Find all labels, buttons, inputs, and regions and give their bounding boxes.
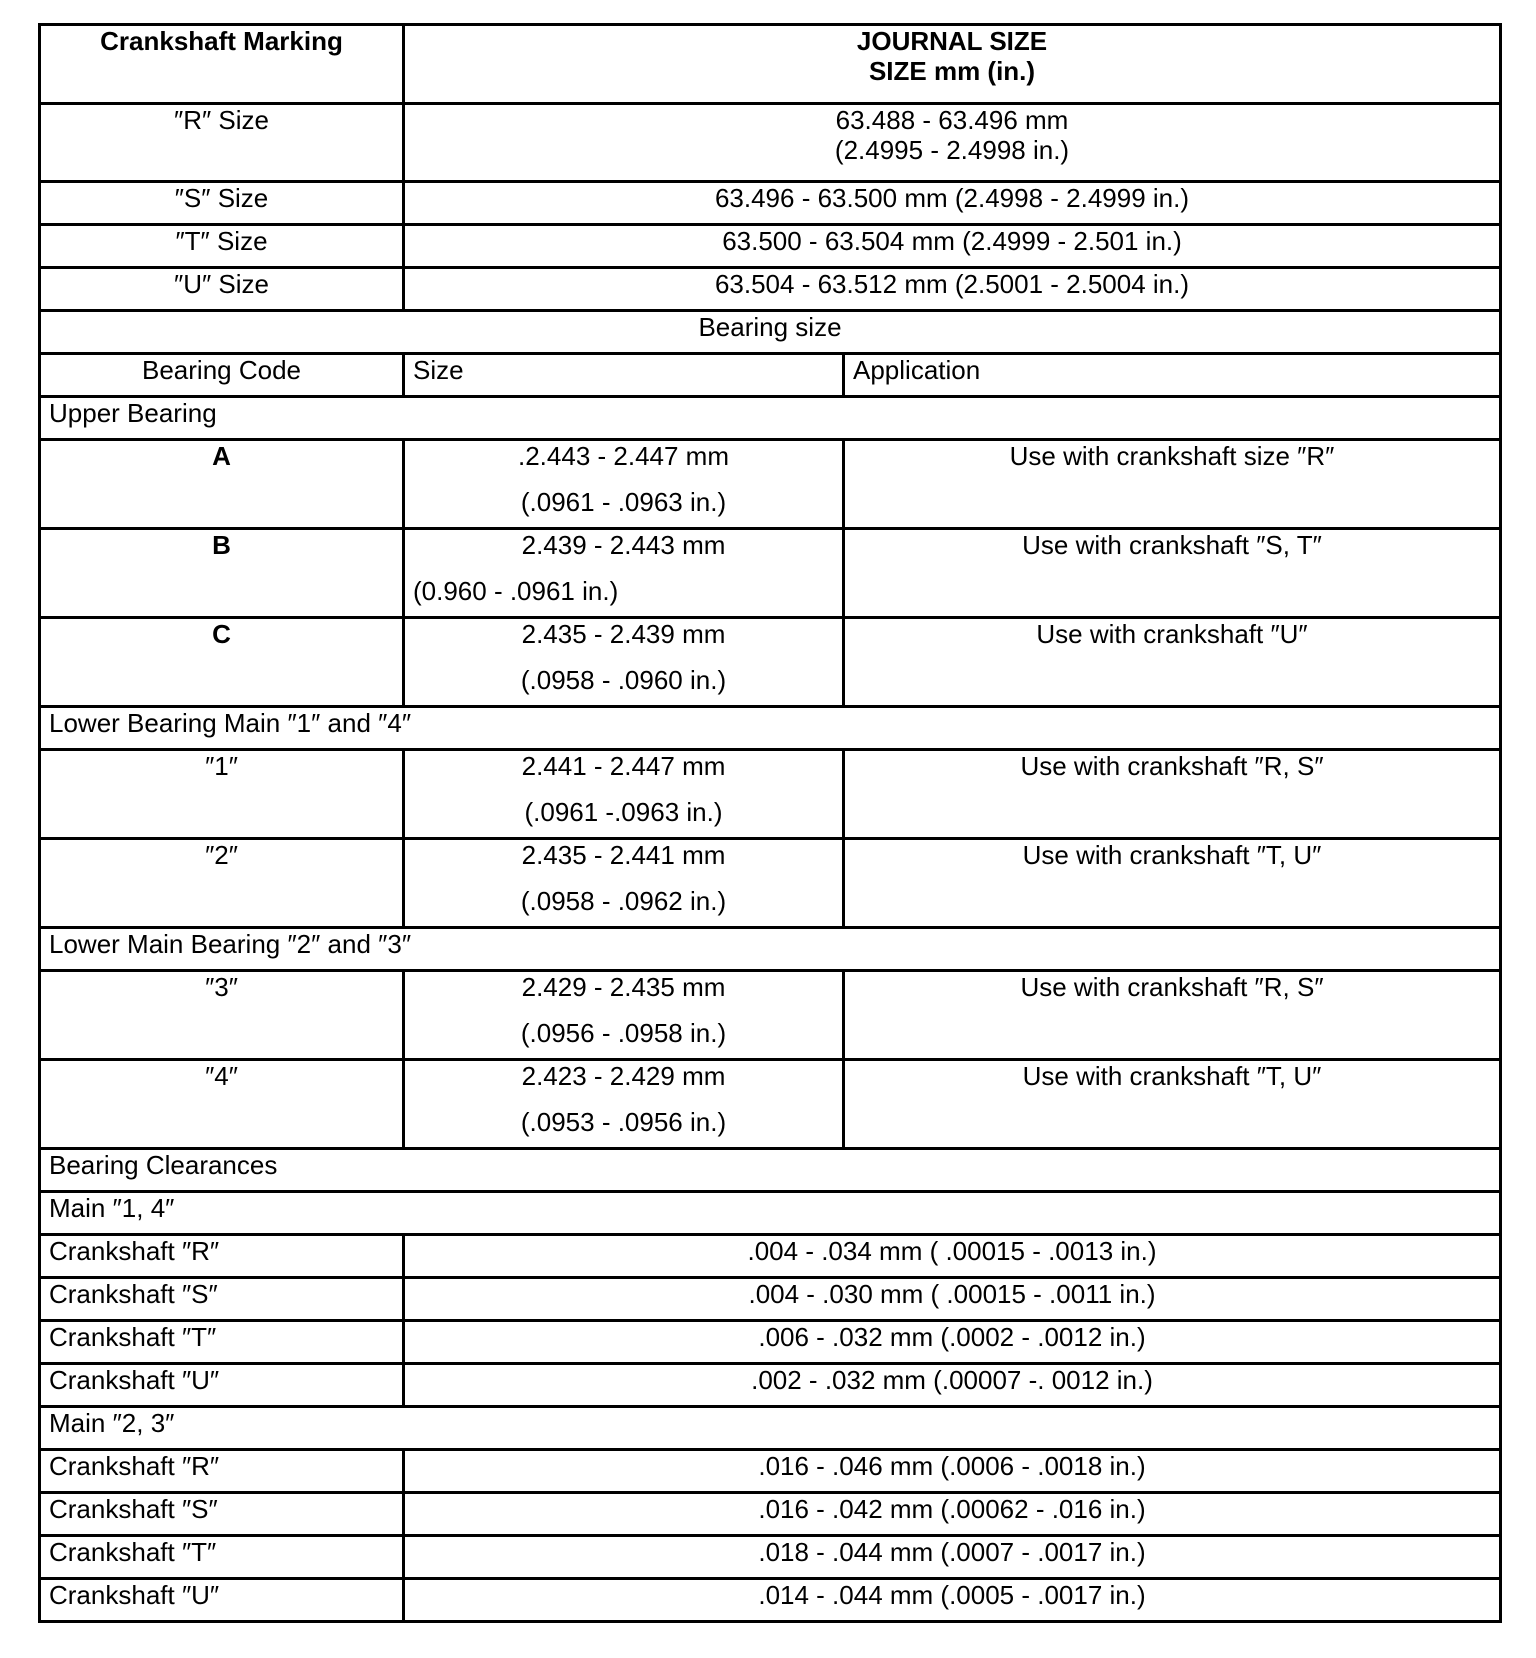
clearance-crankshaft: Crankshaft ″S″ [40, 1493, 404, 1536]
bearing-application: Use with crankshaft ″U″ [844, 618, 1501, 707]
bearing-row [40, 618, 1501, 707]
journal-size [404, 104, 1501, 182]
journal-size: 63.504 - 63.512 mm (2.5001 - 2.5004 in.) [404, 268, 1501, 311]
bearing-size-in: (.0956 - .0958 in.) [520, 1018, 727, 1048]
journal-marking: ″T″ Size [40, 225, 404, 268]
journal-marking: ″S″ Size [40, 182, 404, 225]
journal-marking: ″R″ Size [40, 104, 404, 182]
clearance-value: .018 - .044 mm (.0007 - .0017 in.) [404, 1536, 1501, 1579]
clearance-value: .016 - .042 mm (.00062 - .016 in.) [404, 1493, 1501, 1536]
bearing-application: Use with crankshaft ″R, S″ [844, 971, 1501, 1060]
bearing-size-in: (.0958 - .0962 in.) [520, 886, 727, 916]
bearing-code: A [40, 440, 404, 529]
bearing-size [404, 1060, 844, 1149]
header-journal-size-line2: SIZE mm (in.) [868, 56, 1036, 86]
bearing-size-mm: 2.423 - 2.429 mm [521, 1061, 726, 1091]
bearing-size-in: (.0953 - .0956 in.) [520, 1107, 727, 1137]
bearing-size-in: (.0961 -.0963 in.) [524, 797, 723, 827]
journal-row [40, 268, 1501, 311]
bearing-size [404, 750, 844, 839]
clearance-row [40, 1321, 1501, 1364]
bearing-size-mm: 2.435 - 2.439 mm [521, 619, 726, 649]
bearing-size-mm: 2.435 - 2.441 mm [521, 840, 726, 870]
bearing-code: B [40, 529, 404, 618]
upper-bearing-title: Upper Bearing [40, 397, 1501, 440]
clearance-row [40, 1364, 1501, 1407]
clearance-crankshaft: Crankshaft ″R″ [40, 1450, 404, 1493]
bearing-size [404, 529, 844, 618]
clearance-row [40, 1493, 1501, 1536]
journal-row [40, 225, 1501, 268]
section-title-row [40, 928, 1501, 971]
clearance-crankshaft: Crankshaft ″T″ [40, 1536, 404, 1579]
clearance-value: .002 - .032 mm (.00007 -. 0012 in.) [404, 1364, 1501, 1407]
bearing-application: Use with crankshaft ″S, T″ [844, 529, 1501, 618]
clearance-crankshaft: Crankshaft ″U″ [40, 1364, 404, 1407]
journal-marking: ″U″ Size [40, 268, 404, 311]
bearing-size [404, 618, 844, 707]
clearance-value: .004 - .034 mm ( .00015 - .0013 in.) [404, 1235, 1501, 1278]
bearing-code: ″2″ [40, 839, 404, 928]
crankshaft-spec-table [38, 23, 1502, 1623]
bearing-application-header: Application [844, 354, 1501, 397]
lower-bearing-main-14-title: Lower Bearing Main ″1″ and ″4″ [40, 707, 1501, 750]
bearing-size-in: (0.960 - .0961 in.) [413, 576, 619, 606]
bearing-header-row [40, 354, 1501, 397]
bearing-code-header: Bearing Code [40, 354, 404, 397]
clearance-row [40, 1536, 1501, 1579]
bearing-code: ″4″ [40, 1060, 404, 1149]
clearance-row [40, 1579, 1501, 1622]
journal-size-line1: 63.488 - 63.496 mm [835, 105, 1069, 135]
bearing-code: ″3″ [40, 971, 404, 1060]
bearing-row [40, 971, 1501, 1060]
clearance-crankshaft: Crankshaft ″S″ [40, 1278, 404, 1321]
journal-size-line2: (2.4995 - 2.4998 in.) [834, 135, 1070, 165]
subsection-title-row [40, 1407, 1501, 1450]
header-crankshaft-marking: Crankshaft Marking [40, 25, 404, 104]
lower-main-bearing-23-title: Lower Main Bearing ″2″ and ″3″ [40, 928, 1501, 971]
bearing-row [40, 440, 1501, 529]
bearing-row [40, 529, 1501, 618]
bearing-application: Use with crankshaft ″T, U″ [844, 1060, 1501, 1149]
clearance-row [40, 1450, 1501, 1493]
bearing-code: C [40, 618, 404, 707]
section-title-row [40, 397, 1501, 440]
clearance-crankshaft: Crankshaft ″R″ [40, 1235, 404, 1278]
clearance-row [40, 1278, 1501, 1321]
bearing-application: Use with crankshaft ″R, S″ [844, 750, 1501, 839]
bearing-size-mm: .2.443 - 2.447 mm [518, 441, 729, 471]
bearing-size-mm: 2.439 - 2.443 mm [521, 530, 726, 560]
bearing-size-header: Size [404, 354, 844, 397]
subsection-title-row [40, 1192, 1501, 1235]
section-title-row [40, 707, 1501, 750]
bearing-size-mm: 2.441 - 2.447 mm [521, 751, 726, 781]
clearance-value: .006 - .032 mm (.0002 - .0012 in.) [404, 1321, 1501, 1364]
journal-size: 63.496 - 63.500 mm (2.4998 - 2.4999 in.) [404, 182, 1501, 225]
main-23-title: Main ″2, 3″ [40, 1407, 1501, 1450]
bearing-clearances-title: Bearing Clearances [40, 1149, 1501, 1192]
bearing-size-in: (.0958 - .0960 in.) [520, 665, 727, 695]
bearing-size-title: Bearing size [40, 311, 1501, 354]
header-journal-size-line1: JOURNAL SIZE [856, 26, 1048, 56]
bearing-size-mm: 2.429 - 2.435 mm [521, 972, 726, 1002]
bearing-application: Use with crankshaft size ″R″ [844, 440, 1501, 529]
bearing-size [404, 839, 844, 928]
section-title-row [40, 1149, 1501, 1192]
journal-row [40, 104, 1501, 182]
clearance-crankshaft: Crankshaft ″U″ [40, 1579, 404, 1622]
bearing-code: ″1″ [40, 750, 404, 839]
bearing-size-in: (.0961 - .0963 in.) [520, 487, 727, 517]
clearance-value: .004 - .030 mm ( .00015 - .0011 in.) [404, 1278, 1501, 1321]
bearing-row [40, 750, 1501, 839]
journal-size: 63.500 - 63.504 mm (2.4999 - 2.501 in.) [404, 225, 1501, 268]
bearing-application: Use with crankshaft ″T, U″ [844, 839, 1501, 928]
header-journal-size [404, 25, 1501, 104]
table-header-row [40, 25, 1501, 104]
clearance-value: .014 - .044 mm (.0005 - .0017 in.) [404, 1579, 1501, 1622]
bearing-size-title-row [40, 311, 1501, 354]
bearing-size [404, 440, 844, 529]
bearing-row [40, 1060, 1501, 1149]
journal-row [40, 182, 1501, 225]
clearance-value: .016 - .046 mm (.0006 - .0018 in.) [404, 1450, 1501, 1493]
clearance-crankshaft: Crankshaft ″T″ [40, 1321, 404, 1364]
bearing-size [404, 971, 844, 1060]
main-14-title: Main ″1, 4″ [40, 1192, 1501, 1235]
bearing-row [40, 839, 1501, 928]
clearance-row [40, 1235, 1501, 1278]
